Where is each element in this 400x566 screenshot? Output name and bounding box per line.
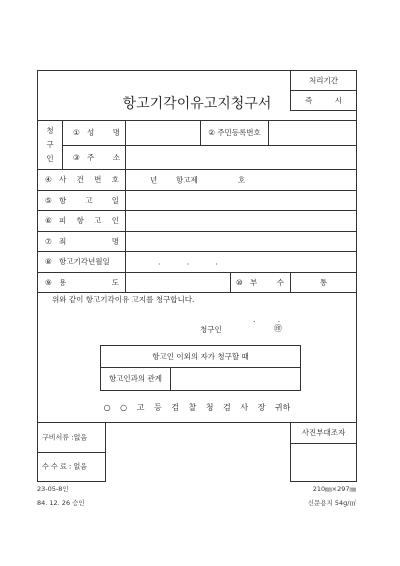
charge-label: 죄 명 — [59, 236, 119, 246]
applicant-name-label: 성 명 — [87, 128, 120, 138]
case-number-unit: 호 — [238, 175, 246, 185]
dismissal-date-placeholder: . . . — [158, 257, 218, 267]
appellee-label-cell — [37, 210, 126, 232]
paper-size: 210㎜×297㎜ — [312, 485, 356, 493]
appellee-label: 피 항 고 인 — [59, 216, 119, 226]
copies-unit: 통 — [319, 277, 328, 287]
required-documents-cell — [37, 422, 106, 453]
case-number-label-cell — [37, 169, 126, 191]
third-party-header-cell — [100, 345, 301, 368]
field-number: ⑧ — [45, 257, 52, 267]
paper-type: 신문용지 54g/㎡ — [307, 499, 356, 507]
applicant-address-label-cell — [62, 145, 126, 170]
third-party-header: 항고인 이외의 자가 청구할 때 — [152, 351, 249, 361]
fee-cell — [37, 452, 106, 482]
applicant-address-value-cell — [125, 145, 357, 170]
fee: 수 수 료 : 없음 — [42, 462, 88, 471]
field-number: ① — [73, 128, 80, 138]
applicant-group-char: 구 — [46, 140, 54, 150]
case-appeal-prefix: 항고제 — [176, 175, 198, 185]
relation-value-cell — [170, 367, 301, 391]
processing-period-value: 즉 시 — [305, 95, 342, 105]
photo-check-label: 사진부대조자 — [301, 428, 346, 438]
applicant-group-cell — [37, 120, 63, 170]
form-title: 항고기각이유고지청구서 — [122, 96, 272, 112]
case-number-label: 사 건 번 호 — [59, 175, 119, 185]
applicant-group-char: 청 — [46, 126, 54, 136]
appeal-date-label: 항 고 일 — [59, 195, 119, 205]
purpose-value-cell — [125, 272, 231, 293]
resident-number-value-cell — [268, 120, 357, 146]
copies-label-cell — [230, 272, 291, 293]
applicant-group-char: 인 — [46, 154, 54, 164]
processing-period-value-cell — [290, 90, 357, 111]
field-number: ③ — [73, 152, 80, 162]
resident-number-label-cell — [200, 120, 269, 146]
dismissal-date-label: 항고기각년월일 — [59, 257, 110, 267]
case-year-unit: 년 — [150, 175, 158, 185]
relation-label: 항고인과의 관계 — [108, 374, 163, 384]
seal-icon: ㊞ — [274, 324, 282, 333]
relation-label-cell — [100, 367, 171, 391]
processing-period-label: 처리기간 — [309, 75, 338, 85]
field-number: ④ — [45, 175, 52, 185]
photo-check-signature-cell — [290, 443, 357, 482]
field-number: ⑥ — [45, 216, 52, 226]
applicant-name-value-cell — [125, 120, 201, 146]
charge-value-cell — [125, 231, 357, 252]
resident-number-label: ② 주민등록번호 — [208, 128, 261, 138]
required-documents: 구비서류 :없음 — [42, 433, 88, 441]
photo-check-header-cell — [290, 422, 357, 444]
processing-period-label-cell — [290, 70, 357, 91]
signature-label: 청구인 — [200, 325, 222, 334]
dismissal-date-label-cell — [37, 251, 126, 273]
addressee: ○ ○ 고 등 검 찰 청 검 사 장 귀하 — [103, 403, 291, 412]
approval-date: 84. 12. 26 승인 — [37, 499, 85, 507]
applicant-group-label — [38, 121, 62, 169]
purpose-label: 용 도 — [59, 277, 119, 287]
appellee-value-cell — [125, 210, 357, 232]
appeal-date-value-cell — [125, 190, 357, 211]
copies-value-cell — [290, 272, 357, 293]
copies-label: 부 수 — [250, 277, 284, 287]
form-code: 23-05-8인 — [37, 485, 69, 493]
dismissal-date-value-cell — [125, 251, 357, 273]
applicant-address-label: 주 소 — [87, 152, 120, 162]
case-number-value-cell — [125, 169, 357, 191]
field-number: ⑨ — [45, 277, 52, 287]
field-number: ⑤ — [45, 195, 52, 205]
date-placeholder: . . — [253, 315, 281, 324]
purpose-label-cell — [37, 272, 126, 293]
appeal-date-label-cell — [37, 190, 126, 211]
field-number: ⑩ — [236, 277, 243, 287]
applicant-name-label-cell — [62, 120, 126, 146]
field-number: ⑦ — [45, 236, 52, 246]
request-statement: 위와 같이 항고기각이유 고지를 청구합니다. — [52, 295, 195, 304]
charge-label-cell — [37, 231, 126, 252]
